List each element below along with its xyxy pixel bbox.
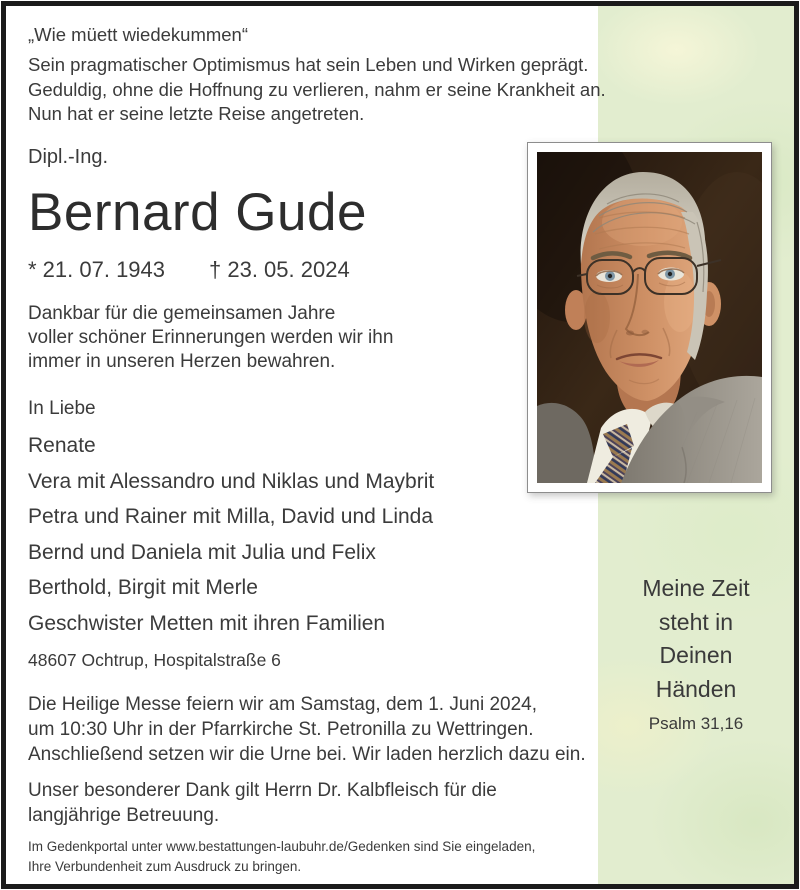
intro-line: Geduldig, ohne die Hoffnung zu verlieren, nahm er seine Krankheit an. — [28, 78, 606, 100]
thanks-paragraph — [28, 778, 497, 828]
tribute-line: voller schöner Erinnerungen werden wir ihn — [28, 327, 394, 348]
portal-line: Im Gedenkportal unter www.bestattungen-laubuhr.de/Gedenken sind Sie eingeladen, — [28, 839, 536, 854]
tribute-paragraph — [28, 302, 393, 374]
intro-paragraph — [28, 53, 606, 127]
death-date: † 23. 05. 2024 — [209, 257, 350, 282]
life-dates — [28, 257, 350, 283]
mourner-name: Renate — [28, 434, 96, 457]
verse-line: Meine Zeit — [642, 575, 750, 601]
mourner-name: Petra und Rainer mit Milla, David und Linda — [28, 505, 434, 528]
verse-source: Psalm 31,16 — [648, 714, 744, 733]
mourner-name: Bernd und Daniela mit Julia und Felix — [28, 540, 376, 564]
home-address: 48607 Ochtrup, Hospitalstraße 6 — [28, 650, 281, 670]
memorial-portal-note — [28, 837, 535, 876]
birth-date: * 21. 07. 1943 — [28, 257, 166, 282]
tribute-line: immer in unseren Herzen bewahren. — [28, 351, 336, 372]
mourner-name: Geschwister Metten mit ihren Familien — [28, 611, 386, 635]
portrait-photo — [537, 152, 762, 483]
salutation: In Liebe — [28, 398, 96, 419]
service-line: um 10:30 Uhr in der Pfarrkirche St. Petronilla zu Wettringen. — [28, 719, 534, 740]
service-line: Die Heilige Messe feiern wir am Samstag, dem 1. Juni 2024, — [28, 694, 538, 715]
verse-line: Deinen — [659, 642, 733, 668]
intro-line: Sein pragmatischer Optimismus hat sein Leben und Wirken geprägt. — [28, 54, 589, 75]
funeral-service-paragraph — [28, 692, 586, 767]
deceased-name: Bernard Gude — [28, 183, 367, 242]
dialect-quote: „Wie müett wiedekummen“ — [28, 24, 249, 45]
mourner-name: Berthold, Birgit mit Merle — [28, 576, 258, 599]
verse-line: Händen — [655, 675, 737, 702]
honorific-title: Dipl.-Ing. — [28, 146, 109, 168]
verse-line: steht in — [658, 608, 734, 635]
mourner-name: Vera mit Alessandro und Niklas und Maybrit — [28, 469, 435, 493]
photo-frame — [527, 142, 772, 493]
intro-line: Nun hat er seine letzte Reise angetreten. — [28, 103, 365, 124]
thanks-line: langjährige Betreuung. — [28, 805, 220, 826]
bible-verse — [598, 572, 794, 734]
thanks-line: Unser besonderer Dank gilt Herrn Dr. Kalbfleisch für die — [28, 780, 497, 801]
portal-line: Ihre Verbundenheit zum Ausdruck zu bringen. — [28, 858, 302, 874]
tribute-line: Dankbar für die gemeinsamen Jahre — [28, 303, 336, 324]
service-line: Anschließend setzen wir die Urne bei. Wir laden herzlich dazu ein. — [28, 744, 586, 765]
mourners-list — [28, 428, 434, 641]
